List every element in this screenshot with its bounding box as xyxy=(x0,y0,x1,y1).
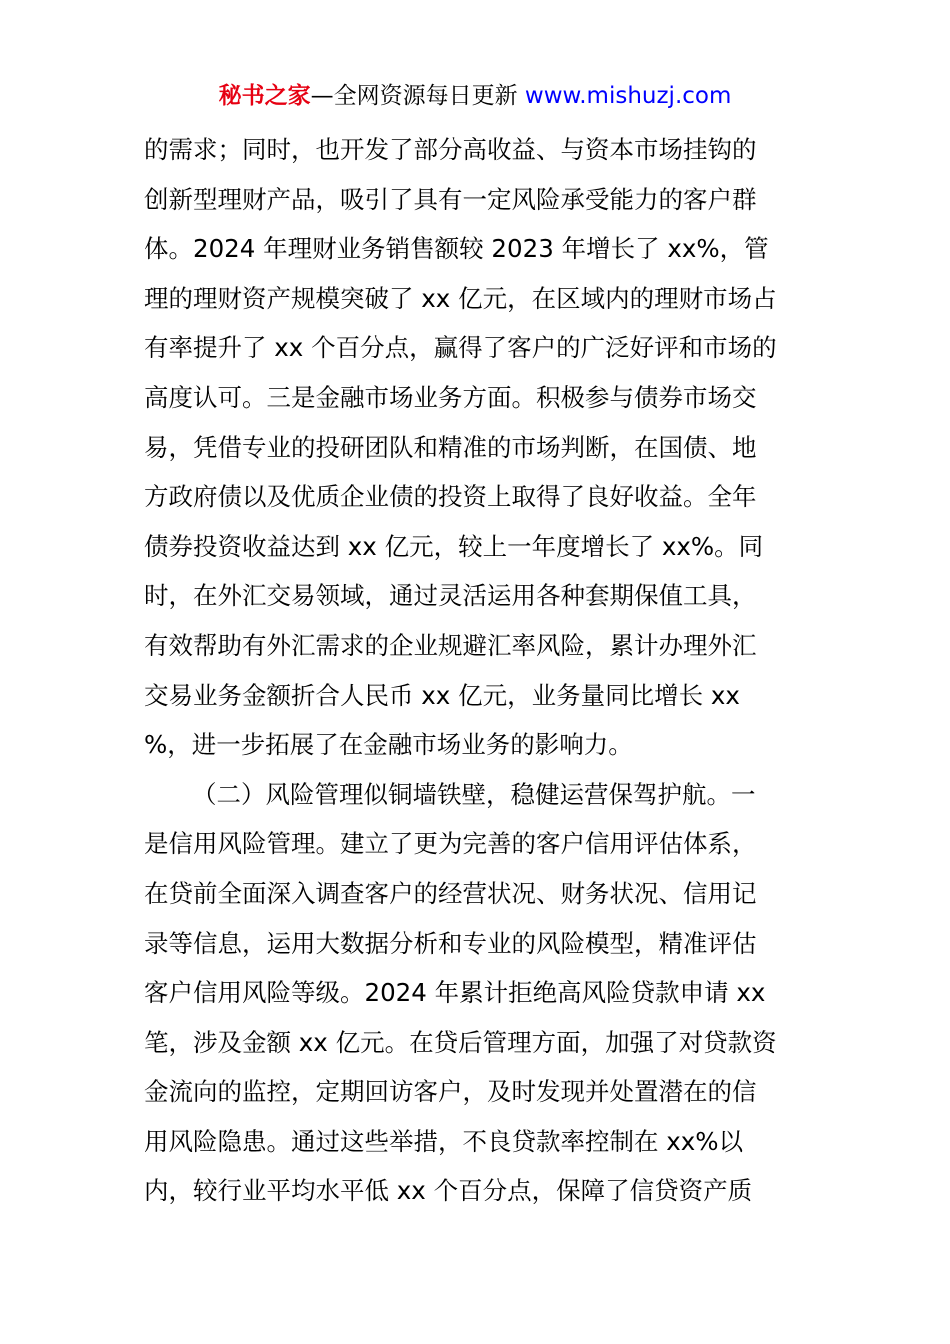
text-line: 录等信息，运用大数据分析和专业的风险模型，精准评估 xyxy=(144,928,757,958)
text-line: 内，较行业平均水平低 xx 个百分点，保障了信贷资产质 xyxy=(144,1176,753,1206)
text-line: 用风险隐患。通过这些举措，不良贷款率控制在 xx%以 xyxy=(144,1126,744,1156)
section-heading-line: （二）风险管理似铜墙铁壁，稳健运营保驾护航。一 xyxy=(192,779,756,809)
text-line: 时，在外汇交易领域，通过灵活运用各种套期保值工具， xyxy=(144,581,757,611)
text-line: 方政府债以及优质企业债的投资上取得了良好收益。全年 xyxy=(144,482,757,512)
text-line: 理的理财资产规模突破了 xx 亿元，在区域内的理财市场占 xyxy=(144,283,777,313)
text-line: 金流向的监控，定期回访客户，及时发现并处置潜在的信 xyxy=(144,1077,757,1107)
text-line: 创新型理财产品，吸引了具有一定风险承受能力的客户群 xyxy=(144,184,757,214)
text-line: 体。2024 年理财业务销售额较 2023 年增长了 xx%，管 xyxy=(144,234,769,264)
site-tagline: —全网资源每日更新 xyxy=(310,83,525,109)
text-line: 有效帮助有外汇需求的企业规避汇率风险，累计办理外汇 xyxy=(144,630,757,660)
text-line: %，进一步拓展了在金融市场业务的影响力。 xyxy=(144,730,633,760)
text-line: 交易业务金额折合人民币 xx 亿元，业务量同比增长 xx xyxy=(144,680,740,710)
text-line: 的需求；同时，也开发了部分高收益、与资本市场挂钩的 xyxy=(144,135,757,164)
site-brand: 秘书之家 xyxy=(218,83,311,109)
document-body xyxy=(144,125,814,1216)
site-header xyxy=(0,80,950,112)
text-line: 客户信用风险等级。2024 年累计拒绝高风险贷款申请 xx xyxy=(144,978,766,1008)
text-line: 是信用风险管理。建立了更为完善的客户信用评估体系， xyxy=(144,829,757,859)
text-line: 高度认可。三是金融市场业务方面。积极参与债券市场交 xyxy=(144,382,757,412)
text-line: 债券投资收益达到 xx 亿元，较上一年度增长了 xx%。同 xyxy=(144,531,764,561)
text-line: 在贷前全面深入调查客户的经营状况、财务状况、信用记 xyxy=(144,878,757,908)
text-line: 笔，涉及金额 xx 亿元。在贷后管理方面，加强了对贷款资 xyxy=(144,1027,777,1057)
text-line: 有率提升了 xx 个百分点，赢得了客户的广泛好评和市场的 xyxy=(144,333,777,363)
text-line: 易，凭借专业的投研团队和精准的市场判断，在国债、地 xyxy=(144,432,757,462)
site-url-link[interactable]: www.mishuzj.com xyxy=(524,83,732,109)
